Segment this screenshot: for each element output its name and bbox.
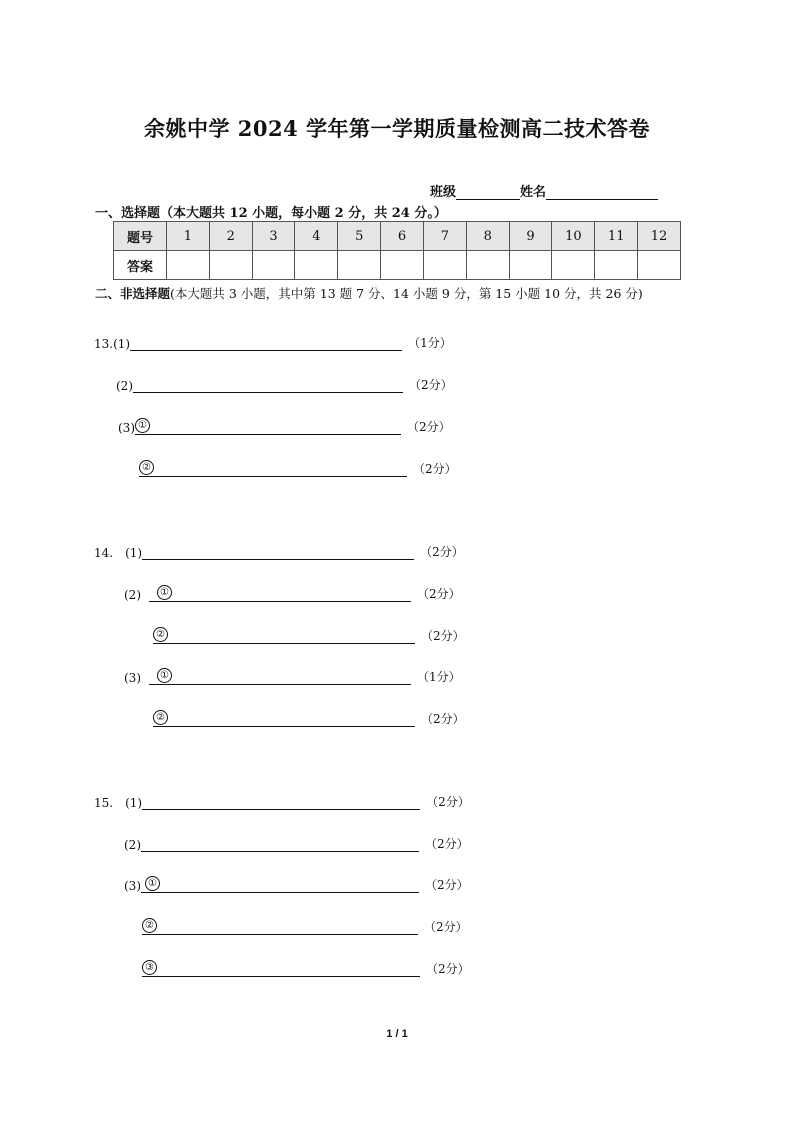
section2-heading-detail: (本大题共 3 小题，其中第 13 题 7 分、14 小题 9 分，第 15 小题 10 分，共 26 分) <box>170 286 643 301</box>
answer-row-label: 答案 <box>114 251 167 280</box>
question-number: 1 <box>167 222 210 251</box>
section2-heading-bold: 二、非选择题 <box>95 286 171 301</box>
points-label: （1分） <box>408 336 452 350</box>
item-label: (2) <box>124 588 141 602</box>
points-label: （1分） <box>417 670 461 684</box>
class-field[interactable] <box>456 185 520 200</box>
sub-item-marker: ① <box>135 418 150 433</box>
answer-cell[interactable] <box>595 251 638 280</box>
row-header-label: 题号 <box>114 222 167 251</box>
sub-item-marker: ③ <box>142 960 157 975</box>
answer-blank[interactable] <box>142 795 420 810</box>
q13-3-2-row <box>139 461 457 477</box>
answer-cell[interactable] <box>167 251 210 280</box>
points-label: （2分） <box>421 712 465 726</box>
q13-1-row <box>94 335 452 351</box>
answer-blank[interactable] <box>149 670 411 685</box>
points-label: （2分） <box>421 629 465 643</box>
answer-cell[interactable] <box>509 251 552 280</box>
question-number: 3 <box>252 222 295 251</box>
points-label: （2分） <box>426 795 470 809</box>
sub-item-marker: ① <box>145 876 160 891</box>
page-number: 1 / 1 <box>386 1028 408 1040</box>
item-label: (1) <box>113 337 131 351</box>
answer-blank[interactable] <box>142 920 418 935</box>
question-number: 6 <box>381 222 424 251</box>
answer-cell[interactable] <box>252 251 295 280</box>
name-label: 姓名 <box>520 185 547 200</box>
question-number: 8 <box>466 222 509 251</box>
q15-1-row <box>94 794 470 810</box>
sub-item-marker: ② <box>153 710 168 725</box>
q14-2-2-row <box>153 628 465 644</box>
question-number: 5 <box>338 222 381 251</box>
class-label: 班级 <box>430 185 457 200</box>
points-label: （2分） <box>424 920 468 934</box>
answer-cell[interactable] <box>423 251 466 280</box>
answer-blank[interactable] <box>142 545 414 560</box>
sub-item-marker: ① <box>157 585 172 600</box>
answer-blank[interactable] <box>149 587 411 602</box>
answer-cell[interactable] <box>209 251 252 280</box>
answer-blank[interactable] <box>133 378 403 393</box>
student-info <box>430 181 658 200</box>
points-label: （2分） <box>425 837 469 851</box>
points-label: （2分） <box>420 545 464 559</box>
answer-blank[interactable] <box>135 420 401 435</box>
q14-3-2-row <box>153 711 465 727</box>
points-label: （2分） <box>417 587 461 601</box>
q13-3-1-row <box>118 419 451 435</box>
question-number: 2 <box>209 222 252 251</box>
points-label: （2分） <box>413 462 457 476</box>
answer-blank[interactable] <box>141 837 419 852</box>
item-label: (3) <box>118 421 135 435</box>
q15-2-row <box>124 836 469 852</box>
sub-item-marker: ② <box>142 918 157 933</box>
answer-cell[interactable] <box>381 251 424 280</box>
item-label: (1) <box>125 796 143 810</box>
question-number: 4 <box>295 222 338 251</box>
points-label: （2分） <box>425 878 469 892</box>
points-label: （2分） <box>407 420 451 434</box>
q14-1-row <box>94 544 464 560</box>
answer-blank[interactable] <box>130 336 402 351</box>
question-number: 7 <box>423 222 466 251</box>
question-number: 10 <box>552 222 595 251</box>
answer-cell[interactable] <box>552 251 595 280</box>
question-number: 13. <box>94 337 114 351</box>
answer-blank[interactable] <box>153 629 415 644</box>
item-label: (2) <box>116 379 133 393</box>
q13-2-row <box>116 377 453 393</box>
points-label: （2分） <box>409 378 453 392</box>
answer-cell[interactable] <box>466 251 509 280</box>
answer-cell[interactable] <box>338 251 381 280</box>
item-label: (3) <box>124 879 141 893</box>
answer-blank[interactable] <box>141 878 419 893</box>
q14-2-1-row <box>124 586 461 602</box>
item-label: (2) <box>124 838 141 852</box>
q15-3-2-row <box>142 919 468 935</box>
name-field[interactable] <box>546 185 658 200</box>
answer-cell[interactable] <box>295 251 338 280</box>
question-number: 12 <box>638 222 681 251</box>
answer-blank[interactable] <box>139 462 407 477</box>
sub-item-marker: ② <box>139 460 154 475</box>
question-number: 9 <box>509 222 552 251</box>
answer-row <box>114 251 681 280</box>
item-label: (3) <box>124 671 141 685</box>
answer-table <box>113 221 681 280</box>
answer-blank[interactable] <box>142 962 420 977</box>
question-number: 11 <box>595 222 638 251</box>
sub-item-marker: ① <box>157 668 172 683</box>
q15-3-3-row <box>142 961 470 977</box>
page-title: 余姚中学 2024 学年第一学期质量检测高二技术答卷 <box>143 116 651 141</box>
q15-3-1-row <box>124 877 469 893</box>
section1-heading: 一、选择题（本大题共 12 小题，每小题 2 分，共 24 分。） <box>95 206 447 221</box>
question-number: 15. <box>94 796 114 810</box>
question-number-row <box>114 222 681 251</box>
answer-blank[interactable] <box>153 712 415 727</box>
sub-item-marker: ② <box>153 627 168 642</box>
question-number: 14. <box>94 546 114 560</box>
q14-3-1-row <box>124 669 461 685</box>
answer-cell[interactable] <box>638 251 681 280</box>
item-label: (1) <box>125 546 143 560</box>
section2-heading <box>95 284 710 303</box>
points-label: （2分） <box>426 962 470 976</box>
